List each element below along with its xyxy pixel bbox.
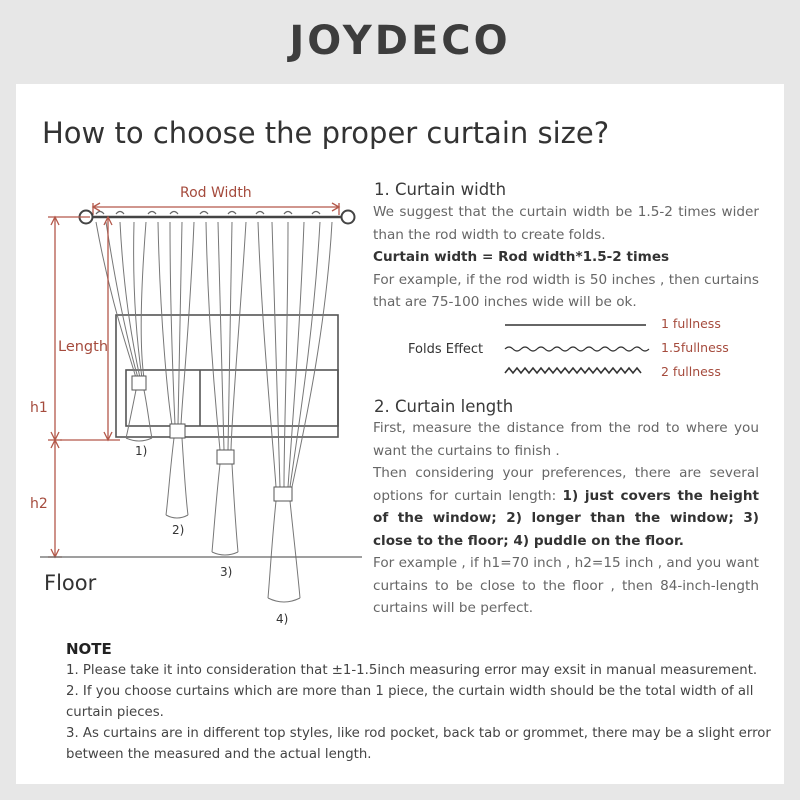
rod-width-dimension (93, 203, 339, 215)
fold-1-label: 1 fullness (661, 316, 721, 331)
brand-logo: JOYDECO (289, 18, 511, 64)
width-formula: Curtain width = Rod width*1.5-2 times (373, 249, 670, 265)
curtain-length-heading: 2. Curtain length (374, 397, 514, 416)
width-paragraph-1: We suggest that the curtain width be 1.5-2 times wider than the rod width to create folds. (373, 204, 759, 243)
curtain-width-heading: 1. Curtain width (374, 180, 507, 199)
folds-effect-lines (505, 325, 649, 373)
window-outline (116, 315, 338, 437)
fold-2-label: 2 fullness (661, 364, 721, 379)
curtain-rod (80, 211, 355, 224)
length-label: Length (58, 339, 109, 355)
floor-label: Floor (44, 571, 97, 595)
option-4-label: 4) (276, 612, 289, 626)
note-item-1: 1. Please take it into consideration that ±1-1.5inch measuring error may exsit in manual measurement. (66, 663, 758, 678)
note-list (66, 660, 772, 765)
length-paragraph-1: First, measure the distance from the rod to where you want the curtains to finish . (373, 420, 759, 459)
h2-label: h2 (30, 496, 48, 512)
page-title: How to choose the proper curtain size? (42, 116, 610, 150)
rod-width-label: Rod Width (180, 185, 252, 201)
width-paragraph-2: For example, if the rod width is 50 inches , then curtains that are 75-100 inches wide will be ok. (373, 271, 759, 310)
curtain-panels (96, 222, 332, 602)
curtain-length-text (373, 417, 759, 552)
length-paragraph-2-intro: Then considering your preferences, there are several options for curtain length: (373, 465, 759, 504)
option-1-label: 1) (135, 444, 148, 458)
h1-label: h1 (30, 400, 48, 416)
option-3-label: 3) (220, 565, 233, 579)
folds-effect-label: Folds Effect (408, 342, 484, 357)
length-options: 1) just covers the height of the window; 2) longer than the window; 3) close to the floor; 4) puddle on the floor. (373, 487, 759, 549)
length-example-text: For example , if h1=70 inch , h2=15 inch , and you want curtains to be close to the floor , then 84-inch-length curtains will be perfect. (373, 555, 759, 616)
note-item-3: 3. As curtains are in different top styles, like rod pocket, back tab or grommet, there may be a slight error between the measured and the actual length. (66, 726, 771, 762)
fold-1-5-label: 1.5fullness (661, 340, 729, 355)
option-2-label: 2) (172, 523, 185, 537)
note-item-2: 2. If you choose curtains which are more than 1 piece, the curtain width should be the total width of all curtain pieces. (66, 684, 754, 720)
note-title: NOTE (66, 640, 112, 658)
height-dimension (48, 217, 120, 557)
curtain-width-text (373, 201, 759, 314)
